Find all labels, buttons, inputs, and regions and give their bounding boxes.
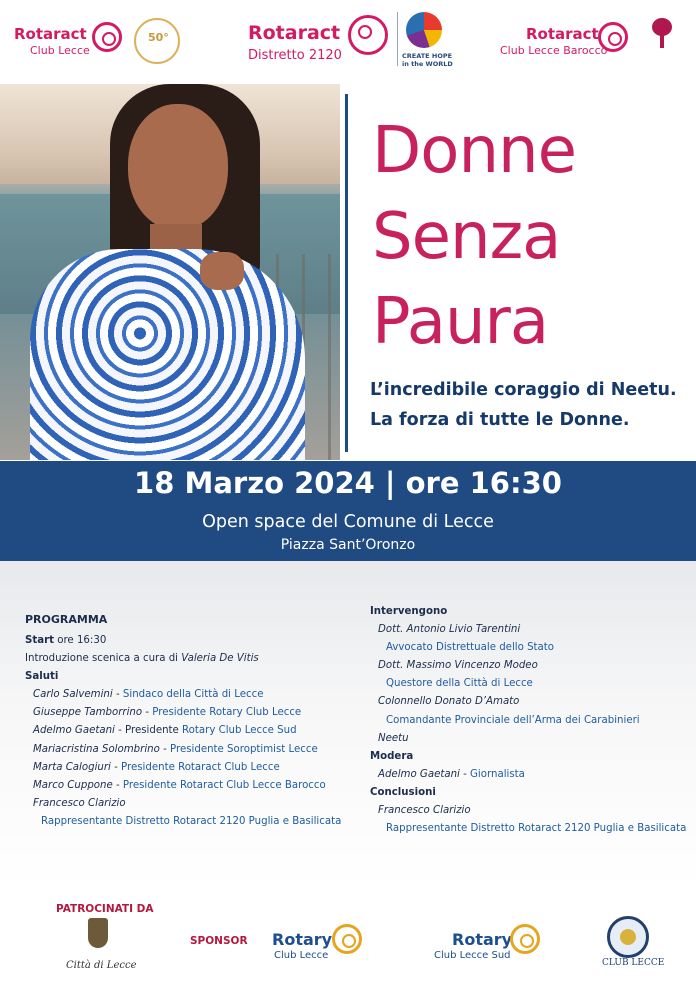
- saluti-role: Presidente Soroptimist Lecce: [170, 743, 318, 755]
- saluti-sep: -: [159, 743, 171, 755]
- saluti-list: [25, 686, 341, 813]
- saluti-name: Carlo Salvemini: [33, 689, 113, 701]
- tagline-line-1: L’incredibile coraggio di Neetu.: [370, 380, 677, 400]
- programma-list: [25, 632, 341, 831]
- anniversary-50-badge: [134, 18, 180, 64]
- saluti-sep: -: [112, 779, 123, 791]
- saluti-name: Adelmo Gaetani: [33, 725, 115, 737]
- intervento-role: Questore della Città di Lecce: [386, 678, 533, 690]
- saluti-name: Marco Cuppone: [33, 779, 113, 791]
- saluti-name: Giuseppe Tamborrino: [33, 707, 143, 719]
- rotary-word: Rotary: [452, 930, 513, 949]
- modera-role: Giornalista: [470, 768, 525, 780]
- intro-row: [25, 650, 341, 668]
- saluti-item: [25, 741, 341, 759]
- citta-di-lecce-label: Città di Lecce: [66, 960, 137, 971]
- logo-name: Rotaract: [14, 25, 87, 43]
- intro-name: Valeria De Vitis: [181, 653, 259, 665]
- photo-face: [128, 104, 228, 230]
- saluti-role: Presidente Rotary Club Lecce: [152, 707, 302, 719]
- saluti-label: Saluti: [25, 671, 59, 683]
- intervento-name: Dott. Antonio Livio Tarentini: [378, 624, 521, 636]
- title-line-1: Donne: [372, 114, 576, 188]
- saluti-role: Rotary Club Lecce Sud: [182, 725, 297, 737]
- sponsor-rotary-club-lecce: [272, 922, 372, 962]
- interventi-items: [370, 621, 686, 730]
- start-label: Start: [25, 635, 54, 646]
- saluti-name: Marta Calogiuri: [33, 761, 111, 773]
- logo-name: Rotaract: [248, 22, 341, 44]
- soroptimist-club-lecce-label: CLUB LECCE: [602, 958, 665, 968]
- rotary-sub: Club Lecce Sud: [434, 950, 511, 961]
- rotary-wheel-icon: [332, 924, 362, 954]
- sponsor-label: SPONSOR: [190, 935, 248, 947]
- saluti-sep: -: [142, 707, 153, 719]
- tagline-line-2: La forza di tutte le Donne.: [370, 410, 630, 430]
- intervento-role: Comandante Provinciale dell’Arma dei Carabinieri: [386, 714, 640, 726]
- intervengono-heading: Intervengono: [370, 606, 448, 617]
- conclusioni-label: Conclusioni: [370, 786, 436, 798]
- header-logo-rotaract-club-lecce: [14, 20, 184, 66]
- header-logo-rotaract-distretto: [248, 12, 453, 72]
- modera-sep: -: [463, 768, 471, 780]
- saluti-name: Francesco Clarizio: [33, 797, 126, 809]
- saluti-item: [25, 686, 341, 704]
- sponsor-rotary-club-lecce-sud: [434, 922, 554, 962]
- saluti-role: Presidente Rotaract Club Lecce: [121, 761, 280, 773]
- create-hope-logo-icon: [406, 12, 442, 48]
- header-logo-rotaract-barocco: [500, 18, 690, 68]
- modera-label: Modera: [370, 750, 414, 762]
- saluti-item: [25, 759, 341, 777]
- event-place: Open space del Comune di Lecce: [202, 512, 494, 532]
- modera-row: [370, 766, 686, 784]
- title-line-3: Paura: [372, 285, 549, 359]
- conclusioni-name: Francesco Clarizio: [378, 805, 471, 817]
- saluti-item: [25, 704, 341, 722]
- soroptimist-emblem-icon: [607, 916, 649, 958]
- rotaract-wheel-icon: [348, 15, 388, 55]
- citta-di-lecce-crest-icon: [88, 918, 108, 948]
- modera-name: Adelmo Gaetani: [378, 768, 460, 780]
- title-divider: [345, 94, 348, 452]
- intervento-role: Avvocato Distrettuale dello Stato: [386, 642, 555, 654]
- intervento-name: Dott. Massimo Vincenzo Modeo: [378, 660, 538, 672]
- saluti-sep: - Presidente: [114, 725, 183, 737]
- patrocinati-label: PATROCINATI DA: [56, 903, 154, 915]
- title-line-2: Senza: [372, 200, 561, 274]
- saluti-sep: -: [110, 761, 122, 773]
- start-row: [25, 632, 341, 650]
- event-square: Piazza Sant’Oronzo: [280, 537, 416, 553]
- rotary-word: Rotary: [272, 930, 333, 949]
- saluti-name: Mariacristina Solombrino: [33, 743, 160, 755]
- saluti-item: [25, 722, 341, 740]
- anniversary-50-text: 50°: [148, 31, 169, 44]
- slogan-line1: CREATE HOPE: [402, 52, 453, 60]
- photo-hand: [200, 252, 244, 290]
- rotary-sub: Club Lecce: [274, 950, 329, 961]
- clarizio-role: Rappresentante Distretto Rotaract 2120 Puglia e Basilicata: [41, 815, 342, 827]
- rotaract-wheel-icon: [598, 22, 628, 52]
- intervengono-list: [370, 603, 686, 838]
- programma-heading: PROGRAMMA: [25, 613, 108, 626]
- slogan-line2: in the WORLD: [402, 60, 453, 68]
- tree-icon: [650, 18, 674, 48]
- rotaract-wheel-icon: [92, 22, 122, 52]
- logo-name: Rotaract: [526, 25, 599, 43]
- saluti-role: Presidente Rotaract Club Lecce Barocco: [122, 779, 326, 791]
- vertical-separator: [397, 12, 398, 66]
- neetu-row: Neetu: [378, 732, 409, 744]
- portrait-photo: [0, 84, 340, 460]
- saluti-sep: -: [112, 689, 123, 701]
- intervento-name: Colonnello Donato D’Amato: [378, 696, 520, 708]
- logo-sub: Club Lecce Barocco: [500, 44, 608, 57]
- photo-dress: [30, 249, 305, 460]
- event-date: 18 Marzo 2024 | ore 16:30: [134, 466, 562, 500]
- logo-sub: Distretto 2120: [248, 48, 342, 63]
- rotary-wheel-icon: [510, 924, 540, 954]
- start-time: ore 16:30: [57, 635, 107, 646]
- saluti-item: [25, 777, 341, 795]
- saluti-role: Sindaco della Città di Lecce: [122, 689, 264, 701]
- saluti-item: [25, 795, 341, 813]
- intro-text: Introduzione scenica a cura di: [25, 653, 179, 665]
- conclusioni-role: Rappresentante Distretto Rotaract 2120 Puglia e Basilicata: [386, 823, 687, 835]
- logo-sub: Club Lecce: [30, 44, 90, 57]
